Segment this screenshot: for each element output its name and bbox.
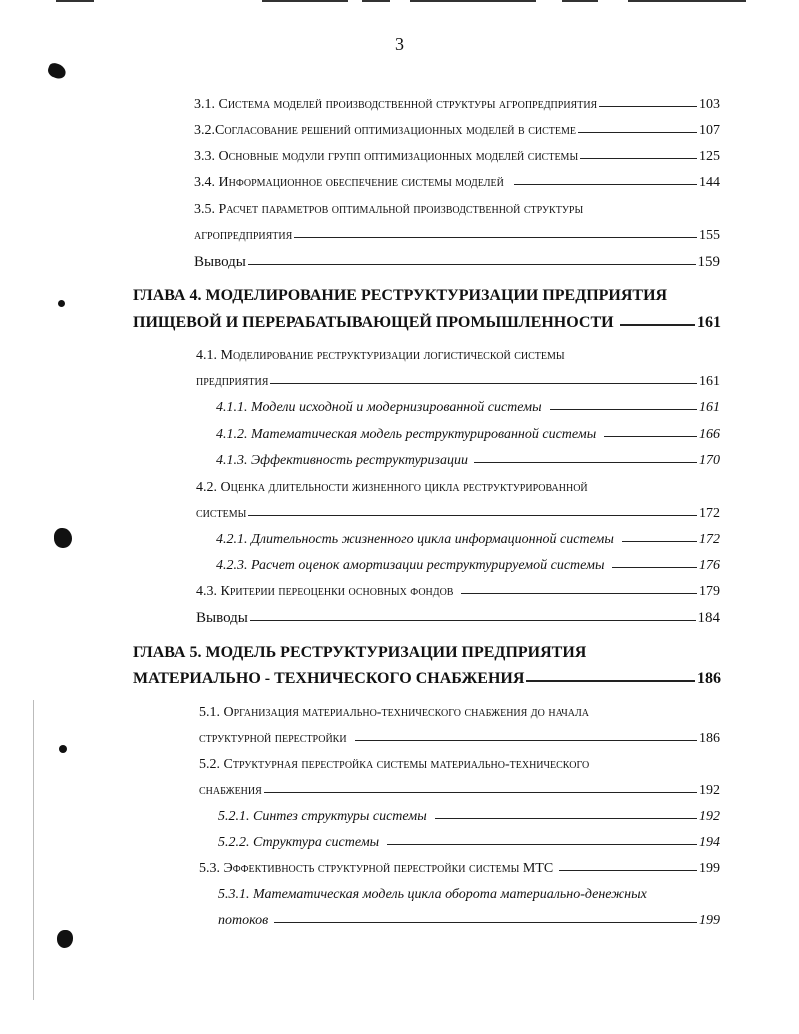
toc-page-number: 194 <box>699 835 720 850</box>
toc-page-number: 166 <box>699 427 720 442</box>
scan-line <box>628 0 746 2</box>
toc-entry-text: системы <box>196 506 247 521</box>
toc-entry-5-1[interactable] <box>199 731 720 747</box>
toc-entry-4-1[interactable] <box>196 374 720 390</box>
toc-entry-5-3[interactable] <box>199 861 720 877</box>
toc-entry-text: 4.2.1. Длительность жизненного цикла информационной системы <box>216 532 614 547</box>
leader-line <box>474 462 697 463</box>
toc-entry-4-1-1[interactable] <box>216 400 720 416</box>
toc-entry-text: 4.2.3. Расчет оценок амортизации реструктурируемой системы <box>216 558 605 573</box>
toc-page-number: 161 <box>699 400 720 415</box>
toc-page-number: 103 <box>699 97 720 112</box>
toc-entry-text: Выводы <box>194 254 246 270</box>
toc-entry-3-2[interactable] <box>194 123 720 139</box>
toc-entry-5-3-1[interactable] <box>218 913 720 929</box>
toc-entry-text: 4.3. Критерии переоценки основных фондов <box>196 584 454 599</box>
chapter-5-heading[interactable]: ГЛАВА 5. МОДЕЛЬ РЕСТРУКТУРИЗАЦИИ ПРЕДПРИЯТИЯ <box>133 644 587 661</box>
toc-entry-text: 4.1.2. Математическая модель реструктурированной системы <box>216 427 597 442</box>
toc-entry-text: снабжения <box>199 783 262 798</box>
toc-entry-4-2-3[interactable] <box>216 558 720 574</box>
ink-blot <box>58 300 65 307</box>
leader-line <box>526 680 695 682</box>
leader-line <box>270 383 697 384</box>
leader-line <box>248 515 697 516</box>
leader-line <box>435 818 697 819</box>
toc-page-number: 199 <box>699 913 720 928</box>
toc-entry-text: 4.1.1. Модели исходной и модернизированной системы <box>216 400 542 415</box>
leader-line <box>620 324 695 326</box>
toc-entry-4-2-1[interactable] <box>216 532 720 548</box>
toc-page-number: 161 <box>697 314 721 331</box>
ink-blot <box>54 528 72 548</box>
toc-entry-4-2-title[interactable]: 4.2. Оценка длительности жизненного цикла реструктурированной <box>196 480 588 495</box>
toc-entry-5-3-1-title[interactable]: 5.3.1. Математическая модель цикла оборота материально-денежных <box>218 887 647 902</box>
leader-line <box>274 922 697 923</box>
toc-entry-3-3[interactable] <box>194 149 720 165</box>
toc-entry-3-4[interactable] <box>194 175 720 191</box>
toc-entry-text: 3.4. Информационное обеспечение системы моделей <box>194 175 504 190</box>
chapter-4-heading[interactable]: ГЛАВА 4. МОДЕЛИРОВАНИЕ РЕСТРУКТУРИЗАЦИИ ПРЕДПРИЯТИЯ <box>133 287 668 304</box>
toc-entry-4-2[interactable] <box>196 506 720 522</box>
toc-page-number: 172 <box>699 506 720 521</box>
scan-line <box>56 0 94 2</box>
toc-page-number: 192 <box>699 809 720 824</box>
toc-page-number: 159 <box>697 254 720 270</box>
scan-line <box>562 0 598 2</box>
toc-page-number: 186 <box>699 731 720 746</box>
toc-page-number: 144 <box>699 175 720 190</box>
toc-entry-text: 3.2.Согласование решений оптимизационных моделей в системе <box>194 123 576 138</box>
toc-page-number: 172 <box>699 532 720 547</box>
toc-page-number: 199 <box>699 861 720 876</box>
leader-line <box>578 132 697 133</box>
toc-page-number: 184 <box>697 610 720 626</box>
leader-line <box>550 409 697 410</box>
leader-line <box>559 870 697 871</box>
leader-line <box>264 792 697 793</box>
toc-entry-text: агропредприятия <box>194 228 293 243</box>
toc-entry-text: 4.1.3. Эффективность реструктуризации <box>216 453 468 468</box>
toc-entry-text: потоков <box>218 913 269 928</box>
toc-entry-chapter3-conclusions[interactable] <box>194 254 720 271</box>
leader-line <box>355 740 697 741</box>
toc-entry-text: 5.3. Эффективность структурной перестройки системы МТС <box>199 861 554 876</box>
toc-page-number: 125 <box>699 149 720 164</box>
leader-line <box>604 436 697 437</box>
ink-blot <box>59 745 67 753</box>
leader-line <box>250 620 696 621</box>
toc-entry-5-2-title[interactable]: 5.2. Структурная перестройка системы материально-технического <box>199 757 590 772</box>
leader-line <box>612 567 697 568</box>
toc-entry-5-2-1[interactable] <box>218 809 720 825</box>
scan-line <box>262 0 348 2</box>
leader-line <box>461 593 697 594</box>
leader-line <box>622 541 697 542</box>
toc-entry-text: 5.2.1. Синтез структуры системы <box>218 809 427 824</box>
toc-entry-5-1-title[interactable]: 5.1. Организация материально-технического снабжения до начала <box>199 705 589 720</box>
toc-entry-text: предприятия <box>196 374 269 389</box>
toc-entry-text: 5.2.2. Структура системы <box>218 835 380 850</box>
toc-entry-text: Выводы <box>196 610 248 626</box>
toc-entry-text: 3.3. Основные модули групп оптимизационных моделей системы <box>194 149 579 164</box>
toc-page-number: 179 <box>699 584 720 599</box>
scan-line <box>362 0 390 2</box>
toc-entry-4-1-2[interactable] <box>216 427 720 443</box>
leader-line <box>599 106 697 107</box>
chapter-4-entry[interactable] <box>133 314 721 332</box>
ink-blot <box>57 930 73 948</box>
toc-entry-text: МАТЕРИАЛЬНО - ТЕХНИЧЕСКОГО СНАБЖЕНИЯ <box>133 670 525 687</box>
toc-page-number: 176 <box>699 558 720 573</box>
toc-entry-4-3[interactable] <box>196 584 720 600</box>
leader-line <box>580 158 697 159</box>
margin-rule <box>33 700 34 1000</box>
leader-line <box>294 237 697 238</box>
toc-entry-3-5-title[interactable]: 3.5. Расчет параметров оптимальной производственной структуры <box>194 202 584 217</box>
toc-entry-4-1-3[interactable] <box>216 453 720 469</box>
scan-line <box>410 0 536 2</box>
toc-page-number: 155 <box>699 228 720 243</box>
chapter-5-entry[interactable] <box>133 670 721 688</box>
toc-page-number: 170 <box>699 453 720 468</box>
leader-line <box>387 844 697 845</box>
toc-page-number: 192 <box>699 783 720 798</box>
toc-page-number: 186 <box>697 670 721 687</box>
toc-entry-text: ПИЩЕВОЙ И ПЕРЕРАБАТЫВАЮЩЕЙ ПРОМЫШЛЕННОСТИ <box>133 314 614 331</box>
toc-entry-4-1-title[interactable]: 4.1. Моделирование реструктуризации логистической системы <box>196 348 565 363</box>
toc-page-number: 107 <box>699 123 720 138</box>
toc-entry-text: 3.1. Система моделей производственной структуры агропредприятия <box>194 97 598 112</box>
page-number: 3 <box>395 34 404 54</box>
ink-blot <box>46 61 68 80</box>
toc-page-number: 161 <box>699 374 720 389</box>
toc-entry-3-5[interactable] <box>194 228 720 244</box>
toc-entry-5-2-2[interactable] <box>218 835 720 851</box>
toc-entry-text: структурной перестройки <box>199 731 347 746</box>
toc-entry-5-2[interactable] <box>199 783 720 799</box>
toc-entry-3-1[interactable] <box>194 97 720 113</box>
leader-line <box>514 184 697 185</box>
toc-entry-chapter4-conclusions[interactable] <box>196 610 720 627</box>
leader-line <box>248 264 696 265</box>
